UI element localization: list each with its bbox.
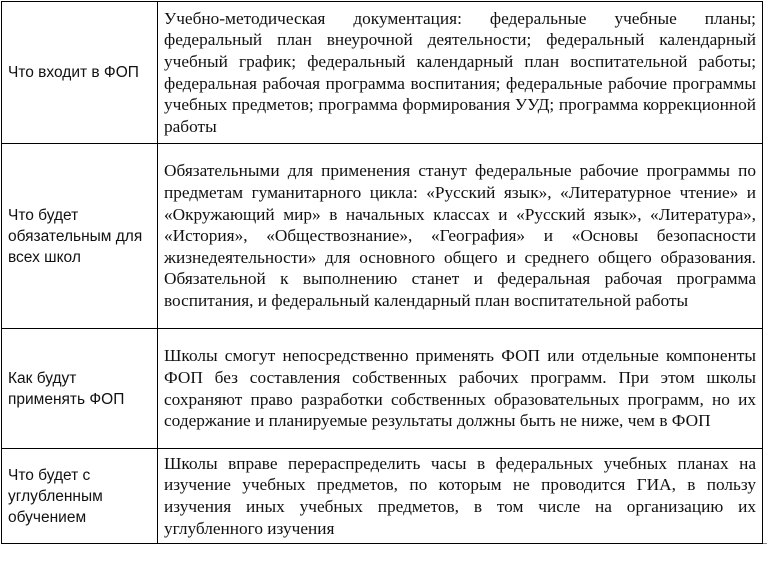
answer-cell: Обязательными для применения станут федеральные рабочие программы по предметам гуманитарного цикла: «Русский язык», «Литературное чтение» и «Окружающий мир» в начальных классах и «Русский язык», «Литература», «История», «Обществознание», «География» и «Основы безопасности жизнедеятельности» для основного общего и среднего общего образования. Обязательной к выполнению станет и федеральная рабочая программа воспитания, и федеральный календарный план воспитательной работы xyxy=(158,144,763,329)
question-cell: Как будут применять ФОП xyxy=(2,329,158,449)
table-row xyxy=(2,2,763,144)
table-row xyxy=(2,329,763,449)
question-cell: Что входит в ФОП xyxy=(2,2,158,144)
question-cell: Что будет обязательным для всех школ xyxy=(2,144,158,329)
question-cell: Что будет с углубленным обучением xyxy=(2,449,158,544)
table-row xyxy=(2,144,763,329)
fop-info-table xyxy=(1,1,763,544)
answer-cell: Учебно-методическая документация: федеральные учебные планы; федеральный план внеурочной деятельности; федеральный календарный учебный график; федеральный календарный план воспитательной работы; федеральная рабочая программа воспитания; федеральные рабочие программы учебных предметов; программа формирования УУД; программа коррекционной работы xyxy=(158,2,763,144)
answer-cell: Школы вправе перераспределить часы в федеральных учебных планах на изучение учебных предметов, по которым не проводится ГИА, в пользу изучения иных учебных предметов, в том числе на организацию их углубленного изучения xyxy=(158,449,763,544)
answer-cell: Школы смогут непосредственно применять ФОП или отдельные компоненты ФОП без составления собственных рабочих программ. При этом школы сохраняют право разработки собственных образовательных программ, но их содержание и планируемые результаты должны быть не ниже, чем в ФОП xyxy=(158,329,763,449)
table-corner-mark xyxy=(763,543,767,544)
table-row xyxy=(2,449,763,544)
